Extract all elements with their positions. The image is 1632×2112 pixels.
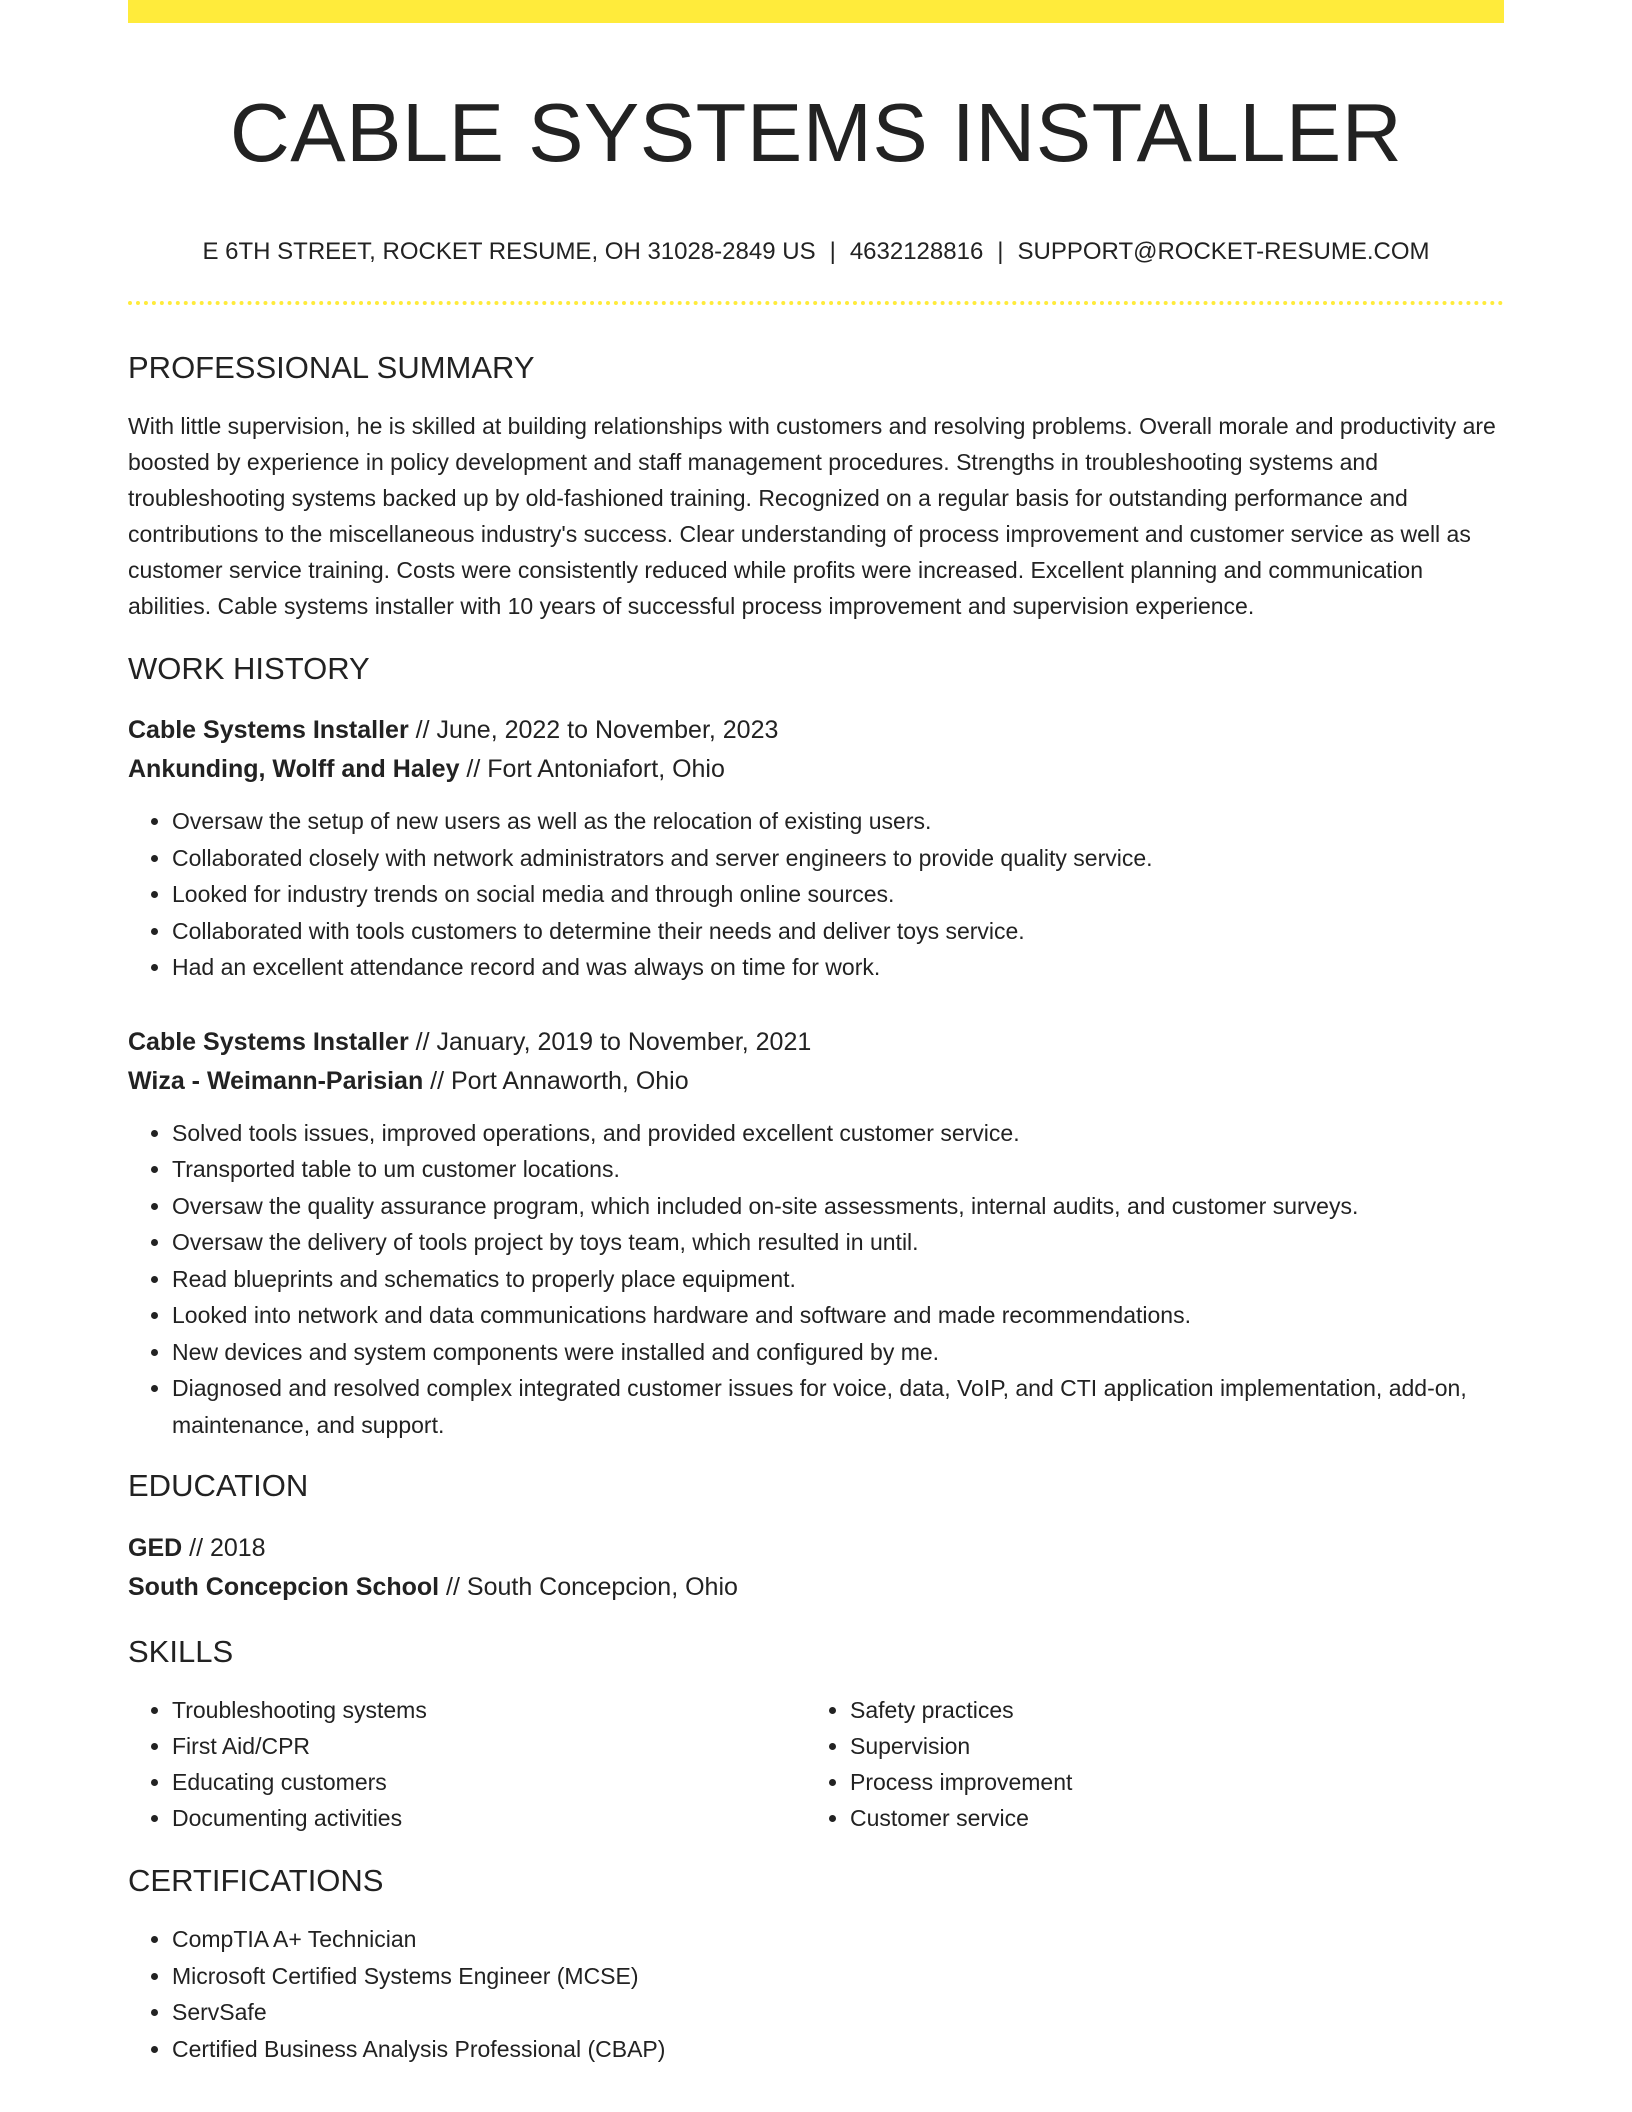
job-role: Cable Systems Installer [128,1027,409,1056]
skills-list [128,1692,806,1836]
education-entry [128,1529,1504,1607]
skills-column-left [128,1692,806,1836]
job-title-line [128,1023,1504,1062]
list-item: • Diagnosed and resolved complex integrated customer issues for voice, data, VoIP, and CTI application implementation, add-on, maintenance, and support. [172,1370,1504,1443]
certifications-heading: CERTIFICATIONS [128,1862,384,1898]
work-history-heading: WORK HISTORY [128,651,370,687]
dotted-divider [128,301,1504,305]
contact-separator: | [997,238,1004,266]
skill-item: • First Aid/CPR [172,1728,806,1764]
education-school-line [128,1568,1504,1607]
certifications-list [128,1921,1504,2067]
contact-email: SUPPORT@ROCKET-RESUME.COM [1017,238,1430,266]
contact-phone: 4632128816 [849,238,984,266]
job-location: // Fort Antoniafort, Ohio [459,755,725,784]
certification-item: • Certified Business Analysis Professional (CBAP) [172,2031,1504,2068]
list-item: • Transported table to um customer locations. [172,1151,1504,1188]
education-year: // 2018 [182,1533,266,1562]
resume-page [128,0,1504,2067]
summary-text: With little supervision, he is skilled at building relationships with customers and resolving problems. Overall morale and productivity are boosted by experience in policy development and staff management procedures. Strengths in troubleshooting systems and troubleshooting systems backed up by old-fashioned training. Recognized on a regular basis for outstanding performance and contributions to the miscellaneous industry's success. Clear understanding of process improvement and customer service as well as customer service training. Costs were consistently reduced while profits were increased. Excellent planning and communication abilities. Cable systems installer with 10 years of successful process improvement and supervision experience. [128,413,1496,620]
contact-separator: | [829,238,836,266]
education-location: // South Concepcion, Ohio [439,1572,738,1601]
summary-heading: PROFESSIONAL SUMMARY [128,350,535,386]
skill-item: • Troubleshooting systems [172,1692,806,1728]
skills-column-right [806,1692,1484,1836]
job-company-line [128,750,1504,789]
education-school: South Concepcion School [128,1572,440,1601]
skill-item: • Customer service [850,1800,1484,1836]
contact-line [128,238,1504,267]
certification-item: • CompTIA A+ Technician [172,1921,1504,1958]
contact-address: E 6TH STREET, ROCKET RESUME, OH 31028-2849 US [202,238,816,266]
job-entry-1 [128,711,1504,789]
list-item: • Looked for industry trends on social media and through online sources. [172,876,1504,913]
job-dates: // January, 2019 to November, 2021 [408,1027,812,1056]
skill-item: • Safety practices [850,1692,1484,1728]
job-1-duties [128,803,1504,986]
list-item: • Solved tools issues, improved operations, and provided excellent customer service. [172,1115,1504,1152]
skills-heading: SKILLS [128,1633,234,1669]
list-item: • Collaborated with tools customers to determine their needs and deliver toys service. [172,913,1504,950]
education-heading: EDUCATION [128,1468,309,1504]
skills-list [806,1692,1484,1836]
job-location: // Port Annaworth, Ohio [423,1066,689,1095]
resume-title: CABLE SYSTEMS INSTALLER [229,86,1403,179]
education-degree: GED [128,1533,183,1562]
certification-item: • ServSafe [172,1994,1504,2031]
job-company: Ankunding, Wolff and Haley [128,755,460,784]
list-item: • Oversaw the setup of new users as well as the relocation of existing users. [172,803,1504,840]
job-2-duties [128,1115,1504,1444]
job-company: Wiza - Weimann-Parisian [128,1066,424,1095]
education-degree-line [128,1529,1504,1568]
list-item: • Read blueprints and schematics to properly place equipment. [172,1261,1504,1298]
job-role: Cable Systems Installer [128,716,409,745]
skill-item: • Educating customers [172,1764,806,1800]
list-item: • Collaborated closely with network administrators and server engineers to provide quality service. [172,840,1504,877]
list-item: • New devices and system components were installed and configured by me. [172,1334,1504,1371]
list-item: • Oversaw the delivery of tools project by toys team, which resulted in until. [172,1224,1504,1261]
list-item: • Looked into network and data communications hardware and software and made recommendations. [172,1297,1504,1334]
skills-columns [128,1692,1504,1836]
job-company-line [128,1062,1504,1101]
skill-item: • Process improvement [850,1764,1484,1800]
skill-item: • Documenting activities [172,1800,806,1836]
certification-item: • Microsoft Certified Systems Engineer (MCSE) [172,1958,1504,1995]
job-title-line [128,711,1504,750]
job-dates: // June, 2022 to November, 2023 [408,716,779,745]
accent-top-bar [128,0,1504,23]
list-item: • Oversaw the quality assurance program, which included on-site assessments, internal audits, and customer surveys. [172,1188,1504,1225]
skill-item: • Supervision [850,1728,1484,1764]
list-item: • Had an excellent attendance record and was always on time for work. [172,949,1504,986]
job-entry-2 [128,1023,1504,1101]
